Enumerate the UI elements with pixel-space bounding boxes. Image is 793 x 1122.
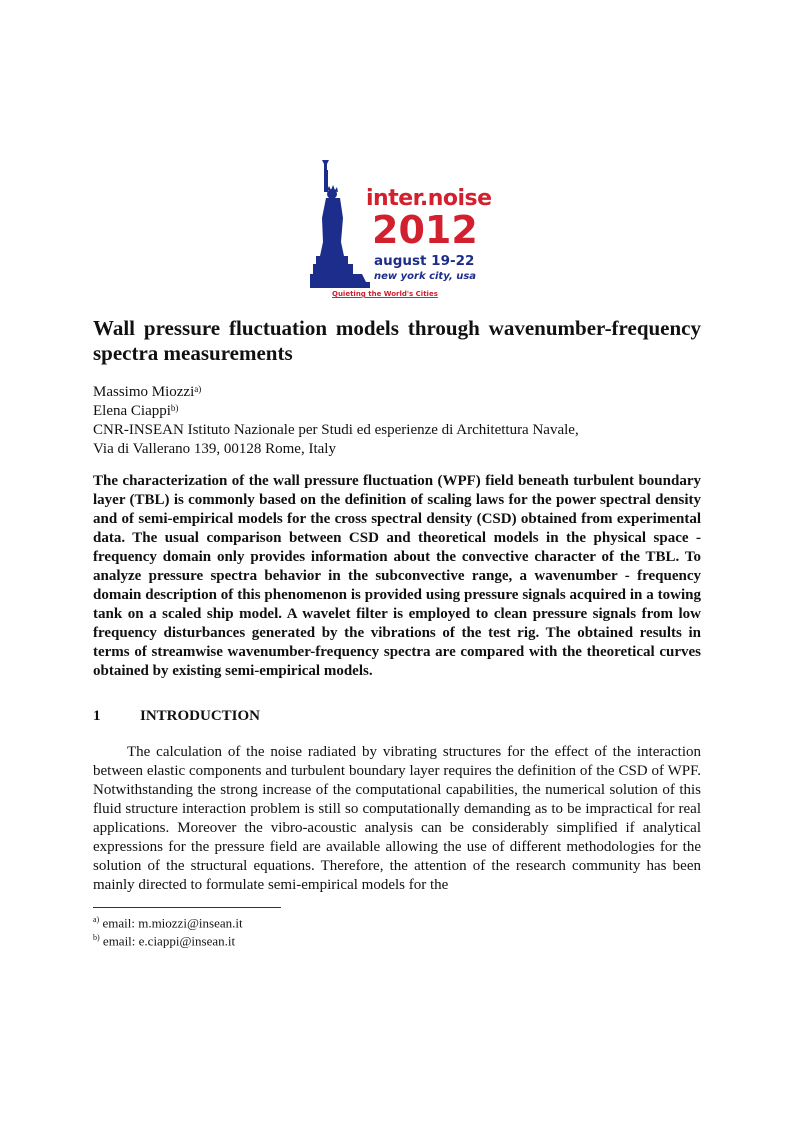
section-number: 1 — [93, 708, 101, 724]
introduction-paragraph: The calculation of the noise radiated by vibrating structures for the effect of the interaction between elastic components and turbulent boundary layer requires the definition of the CSD of WPF. Notwithstanding the strong increase of the computational capabilities, the numerical solution of this fluid structure interaction problem is still so computationally demanding as to be impractical for real applications. Moreover the vibro-acoustic analysis can be considerably simplified if analytical expressions for the pressure field are available allowing the use of different methodologies for the solution of the structural equations. Therefore, the attention of the research community has been mainly directed to formulate semi-empirical models for the — [93, 744, 701, 893]
affiliation-line: CNR-INSEAN Istituto Nazionale per Studi ed esperienze di Architettura Navale, — [93, 422, 579, 438]
logo-tagline: Quieting the World's Cities — [332, 290, 438, 298]
footnote-mark: a) — [93, 915, 100, 924]
section-title: INTRODUCTION — [140, 708, 261, 724]
footnotes — [93, 912, 243, 949]
logo-brand: inter.noise — [366, 186, 492, 211]
footnote-a — [93, 912, 243, 930]
logo-city: new york city, usa — [374, 271, 477, 282]
author-mark: a) — [194, 384, 202, 394]
author-mark: b) — [170, 403, 179, 413]
author-2 — [93, 402, 703, 421]
footnote-mark: b) — [93, 933, 100, 943]
footnote-email: email: m.miozzi@insean.it — [102, 915, 243, 931]
author-block — [93, 383, 703, 459]
statue-of-liberty-icon — [310, 158, 370, 298]
paper-title: Wall pressure fluctuation models through wavenumber-frequency spectra measurements — [93, 316, 701, 365]
author-name: Massimo Miozzi — [93, 384, 195, 400]
logo-dates: august 19-22 — [374, 253, 475, 269]
footnote-email: email: e.ciappi@insean.it — [102, 933, 236, 949]
footnote-b — [93, 930, 243, 948]
abstract: The characterization of the wall pressure fluctuation (WPF) field beneath turbulent boundary layer (TBL) is commonly based on the definition of scaling laws for the power spectral density and of semi-empirical models for the cross spectral density (CSD) obtained from experimental data. The usual comparison between CSD and theoretical models in the physical space - frequency domain only provides information about the convective character of the TBL. To analyze pressure spectra behavior in the subconvective range, a wavenumber - frequency domain description of this phenomenon is provided using pressure signals acquired in a towing tank on a scaled ship model. A wavelet filter is employed to clean pressure signals from low frequency disturbances generated by the vibrations of the test rig. The obtained results in terms of streamwise wavenumber-frequency spectra are compared with the theoretical curves obtained by existing semi-empirical models. — [93, 473, 701, 679]
logo-year: 2012 — [372, 208, 478, 252]
address-line: Via di Vallerano 139, 00128 Rome, Italy — [93, 441, 336, 457]
conference-logo — [310, 158, 490, 302]
author-name: Elena Ciappi — [93, 403, 171, 419]
footnote-divider — [93, 907, 281, 908]
section-heading — [93, 708, 260, 725]
author-1 — [93, 383, 703, 402]
